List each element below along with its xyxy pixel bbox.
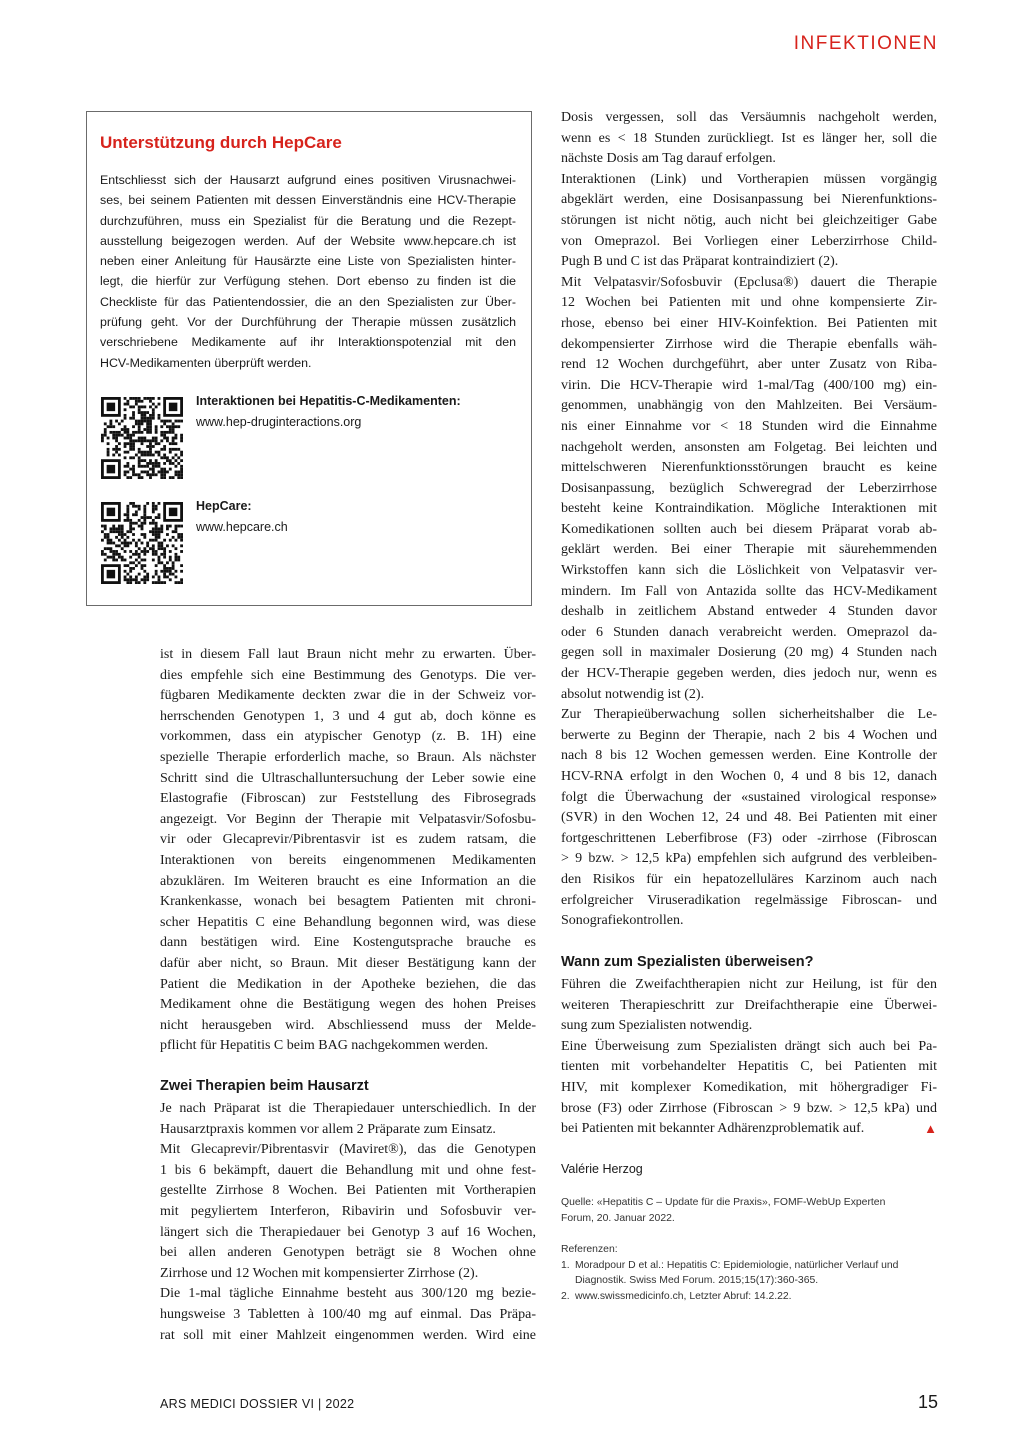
text-line: > 9 bzw. > 12,5 kPa) empfehlen sich aufgrund des verbleiben- (561, 851, 937, 867)
text-line: rat soll mit einer Mahlzeit eingenommen werden. Wird eine (160, 1327, 536, 1343)
text-line: dafür aber nicht, so Braun. Mit dieser Bestätigung kann der (160, 955, 536, 971)
reference-item (561, 1273, 937, 1289)
link-hepcare[interactable] (196, 496, 288, 538)
text-line: Komedikationen sollten auch bei diesem Präparat vorab ab- (561, 521, 937, 537)
text-line: neben einer Anleitung für Hausärzte eine Liste von Spezialisten hinter- (100, 254, 516, 269)
text-line: absolut notwendig ist (2). (561, 686, 705, 702)
text-line: bei allen anderen Genotypen beträgt sie 8 Wochen ohne (160, 1245, 536, 1261)
reference-text: Moradpour D et al.: Hepatitis C: Epidemiologie, natürlicher Verlauf und (575, 1259, 899, 1271)
text-line: berwerte zu Beginn der Therapie, nach 2 bis 4 Wochen und (561, 727, 937, 743)
source-line: Forum, 20. Januar 2022. (561, 1212, 675, 1224)
text-line: Krankenkasse, wonach bei besagtem Patienten mit chroni- (160, 894, 536, 910)
text-line: prüfung geht. Vor der Durchführung der Therapie müssen zusätzlich (100, 315, 516, 330)
text-line: verschriebene Medikamente auf ihr Interaktionspotenzial mit den (100, 335, 516, 350)
text-line: Sonografiekontrollen. (561, 913, 684, 929)
journal-footer: ARS MEDICI DOSSIER VI | 2022 (160, 1397, 355, 1411)
text-line: Hausarztpraxis kommen vor allem 2 Präparate zum Einsatz. (160, 1121, 496, 1137)
text-line: nachgeholt werden, ansonsten am Folgetag. Bei leichten und (561, 439, 937, 455)
text-line: folgt die Überwachung der «sustained virological response» (561, 789, 937, 805)
text-line: fortgeschrittenen Leberfibrose (F3) oder -zirrhose (Fibroscan (561, 830, 937, 846)
text-line: fügbaren Medikamente deckten zwar die in der Schweiz vor- (160, 688, 536, 704)
text-line: Dosisanpassung, bezüglich Schweregrad der Leberzirrhose (561, 480, 937, 496)
text-line: Mit Velpatasvir/Sofosbuvir (Epclusa®) dauert die Therapie (561, 274, 937, 290)
text-line: mindern. Im Fall von Antazida sollte das HCV-Medikament (561, 583, 937, 599)
text-line: dann bestätigen wird. Eine Kostengutsprache brauche es (160, 935, 536, 951)
text-line: weiteren Therapieschritt zur Dreifachtherapie eine Überwei- (561, 997, 937, 1013)
text-line: HIV, mit komplexer Komedikation, mit höhergradiger Fi- (561, 1079, 937, 1095)
text-line: legt, die hierfür zur Verfügung stehen. Dort ebenso zu finden ist die (100, 274, 516, 289)
text-line: wenn es < 18 Stunden zurückliegt. Ist es länger her, soll die (561, 130, 937, 146)
text-line: sung zum Spezialisten notwendig. (561, 1018, 753, 1034)
text-line: mit pegyliertem Interferon, Ribavirin und Sofosbuvir ver- (160, 1203, 536, 1219)
text-line: Entschliesst sich der Hausarzt aufgrund eines positiven Virusnachwei- (100, 173, 516, 187)
text-line: erfolgreicher Viruseradikation regelmässige Fibroscan- und (561, 892, 937, 908)
text-line: nicht herausgeben wird. Abschliessend muss der Melde- (160, 1017, 536, 1033)
text-line: den Risikos für ein hepatozelluläres Karzinom auch nach (561, 871, 937, 887)
text-line: scher Hepatitis C eine Behandlung begonnen wird, was diese (160, 914, 536, 930)
text-line: nis einer Einnahme vor < 18 Stunden wird die Einnahme (561, 418, 937, 434)
reference-list (561, 1258, 937, 1305)
text-line: 1 bis 6 bekämpft, dauert die Behandlung mit und ohne fest- (160, 1162, 536, 1178)
body-paragraph (160, 1099, 536, 1346)
text-line: mittelschweren Nierenfunktionsstörungen braucht es keine (561, 460, 937, 476)
text-line: gestellte Zirrhose 8 Wochen. Bei Patienten mit Vortherapien (160, 1183, 536, 1199)
text-line: deshalb in zeitlichem Abstand entweder 4 Stunden davor (561, 604, 937, 620)
text-line: Die 1-mal tägliche Einnahme besteht aus 300/120 mg bezie- (160, 1286, 536, 1302)
section-label: INFEKTIONEN (793, 33, 938, 54)
source-note (561, 1195, 937, 1226)
text-line: von Omeprazol. Bei Vorliegen einer Leberzirrhose Child- (561, 233, 937, 249)
text-line: oder 6 Stunden danach verabreicht werden. Omeprazol da- (561, 624, 937, 640)
text-line: Je nach Präparat ist die Therapiedauer unterschiedlich. In der (160, 1101, 536, 1116)
text-line: nächste Dosis am Tag darauf erfolgen. (561, 151, 776, 167)
text-line: Pugh B und C ist das Präparat kontraindiziert (2). (561, 254, 839, 270)
text-line: der HCV-Therapie gegeben werden, dies jedoch nur, wenn es (561, 666, 937, 682)
text-line: pflicht für Hepatitis C beim BAG nachgekommen werden. (160, 1038, 489, 1054)
section-heading: Zwei Therapien beim Hausarzt (160, 1078, 369, 1094)
text-line: besteht keine Kontraindikation. Mögliche Interaktionen mit (561, 501, 937, 517)
qr-code-icon[interactable] (101, 397, 183, 479)
reference-number: 2. (561, 1290, 570, 1302)
info-box-text (100, 170, 516, 373)
body-paragraph (160, 645, 536, 1057)
qr-code-icon[interactable] (101, 502, 183, 584)
text-line: Schritt sind die Ultraschalluntersuchung der Leber sowie eine (160, 770, 536, 786)
text-line: 12 Wochen bei Patienten mit und ohne kompensierte Zir- (561, 295, 937, 311)
body-paragraph (561, 108, 937, 932)
text-line: rhose, ebenso bei einer HIV-Koinfektion. Bei Patienten mit (561, 315, 937, 331)
link-url[interactable]: www.hepcare.ch (196, 520, 288, 534)
info-box-title: Unterstützung durch HepCare (100, 133, 342, 152)
text-line: vorkommen, dass ein atypischer Genotyp (z. B. 1H) eine (160, 729, 536, 745)
text-line: ausstellung beigezogen werden. Auf der Website www.hepcare.ch ist (100, 233, 516, 248)
text-line: durchzuführen, muss ein Spezialist für die Beratung und die Rezept- (100, 213, 516, 228)
author-name: Valérie Herzog (561, 1162, 643, 1176)
text-line: spezielle Therapie erforderlich mache, so Braun. Als nächster (160, 749, 536, 765)
text-line: Eine Überweisung zum Spezialisten drängt sich auch bei Pa- (561, 1038, 937, 1054)
text-line: Checkliste für das Patientendossier, die an den Spezialisten zur Über- (100, 294, 516, 309)
reference-number: 1. (561, 1259, 570, 1271)
link-title: Interaktionen bei Hepatitis-C-Medikamenten: (196, 394, 461, 408)
article-end-icon: ▲ (924, 1121, 937, 1137)
text-line: gegen soll in maximaler Dosierung (20 mg) 4 Stunden nach (561, 645, 937, 661)
text-line: hungsweise 3 Tabletten à 100/40 mg auf einmal. Das Präpa- (160, 1306, 536, 1322)
text-line: Elastografie (Fibroscan) zur Feststellung des Fibrosegrads (160, 791, 536, 807)
reference-item (561, 1289, 937, 1305)
text-line: Mit Glecaprevir/Pibrentasvir (Maviret®), das die Genotypen (160, 1142, 536, 1158)
source-line: Quelle: «Hepatitis C – Update für die Praxis», FOMF-WebUp Experten (561, 1197, 886, 1208)
text-line: herrschenden Genotypen 1, 3 und 4 gut ab, doch könne es (160, 708, 536, 724)
text-line: HCV-Medikamenten überprüft werden. (100, 355, 312, 370)
link-url[interactable]: www.hep-druginteractions.org (196, 415, 362, 429)
text-line: ist in diesem Fall laut Braun nicht mehr zu erwarten. Über- (160, 647, 536, 662)
text-line: dies empfehle sich eine Bestimmung des Genotyps. Die ver- (160, 667, 536, 683)
text-line: angezeigt. Vor Beginn der Therapie mit Velpatasvir/Sofosbu- (160, 811, 536, 827)
page-number: 15 (917, 1392, 938, 1412)
text-line: Zirrhose und 12 Wochen mit kompensierter Zirrhose (2). (160, 1265, 479, 1281)
text-line: bei Patienten mit bekannter Adhärenzproblematik auf. ▲ (561, 1119, 937, 1140)
text-line: genommen, unabhängig von den Mahlzeiten. Bei Versäum- (561, 398, 937, 414)
text-line: ses, bei seinem Patienten mit dessen Einverständnis eine HCV-Therapie (100, 193, 516, 208)
text-line: (SVR) in den Wochen 12, 24 und 48. Bei Patienten mit einer (561, 810, 937, 826)
reference-item (561, 1258, 937, 1274)
text-line: Führen die Zweifachtherapien nicht zur Heilung, ist für den (561, 977, 937, 992)
text-line: Patient die Medikation in der Apotheke beziehen, die das (160, 976, 536, 992)
references (561, 1242, 937, 1304)
text-line: brose (F3) oder Zirrhose (Fibroscan > 9 bzw. > 12,5 kPa) und (561, 1100, 937, 1116)
body-paragraph (561, 975, 937, 1140)
references-label: Referenzen: (561, 1244, 618, 1255)
text-line: vir oder Glecaprevir/Pibrentasvir ist es zudem ratsam, die (160, 832, 536, 848)
link-title: HepCare: (196, 499, 252, 513)
text-line: störungen ist nicht nötig, auch nicht bei gleichzeitiger Gabe (561, 212, 937, 228)
text-line: abgeklärt werden, eine Dosisanpassung bei Nierenfunktions- (561, 192, 937, 208)
text-line: virin. Die HCV-Therapie wird 1-mal/Tag (400/100 mg) ein- (561, 377, 937, 393)
text-line: dekompensierter Zirrhose wird die Therapie ebenfalls wäh- (561, 336, 937, 352)
link-druginteractions[interactable] (196, 391, 461, 433)
text-line: tienten mit vorbehandelter Hepatitis C, bei Patienten mit (561, 1059, 937, 1075)
section-heading: Wann zum Spezialisten überweisen? (561, 954, 814, 970)
text-line: Medikament ohne die Bestätigung wegen des hohen Preises (160, 997, 536, 1013)
reference-text: Diagnostik. Swiss Med Forum. 2015;15(17):360-365. (575, 1275, 819, 1286)
text-line: Dosis vergessen, soll das Versäumnis nachgeholt werden, (561, 110, 937, 125)
reference-text: www.swissmedicinfo.ch, Letzter Abruf: 14.2.22. (575, 1290, 792, 1302)
text-line: Interaktionen von bereits eingenommenen Medikamenten (160, 852, 536, 868)
text-line: Interaktionen (Link) und Vortherapien müssen vorgängig (561, 171, 937, 187)
text-line: längert sich die Therapiedauer bei Genotyp 3 auf 16 Wochen, (160, 1224, 536, 1240)
text-line: abzuklären. Im Weiteren braucht es eine Information an die (160, 873, 536, 889)
text-line: HCV-RNA erfolgt in den Wochen 0, 4 und 8 bis 12, danach (561, 769, 937, 784)
text-line: geklärt werden. Bei einer Therapie mit säurehemmenden (561, 542, 937, 558)
text-line: nach 8 bis 12 Wochen gemessen werden. Eine Kontrolle der (561, 748, 937, 764)
text-line: Zur Therapieüberwachung sollen sicherheitshalber die Le- (561, 707, 937, 723)
text-line: rend 12 Wochen durchgeführt, aber unter Zusatz von Riba- (561, 357, 937, 373)
text-line: Wirkstoffen kann sich die Löslichkeit von Velpatasvir ver- (561, 563, 937, 579)
